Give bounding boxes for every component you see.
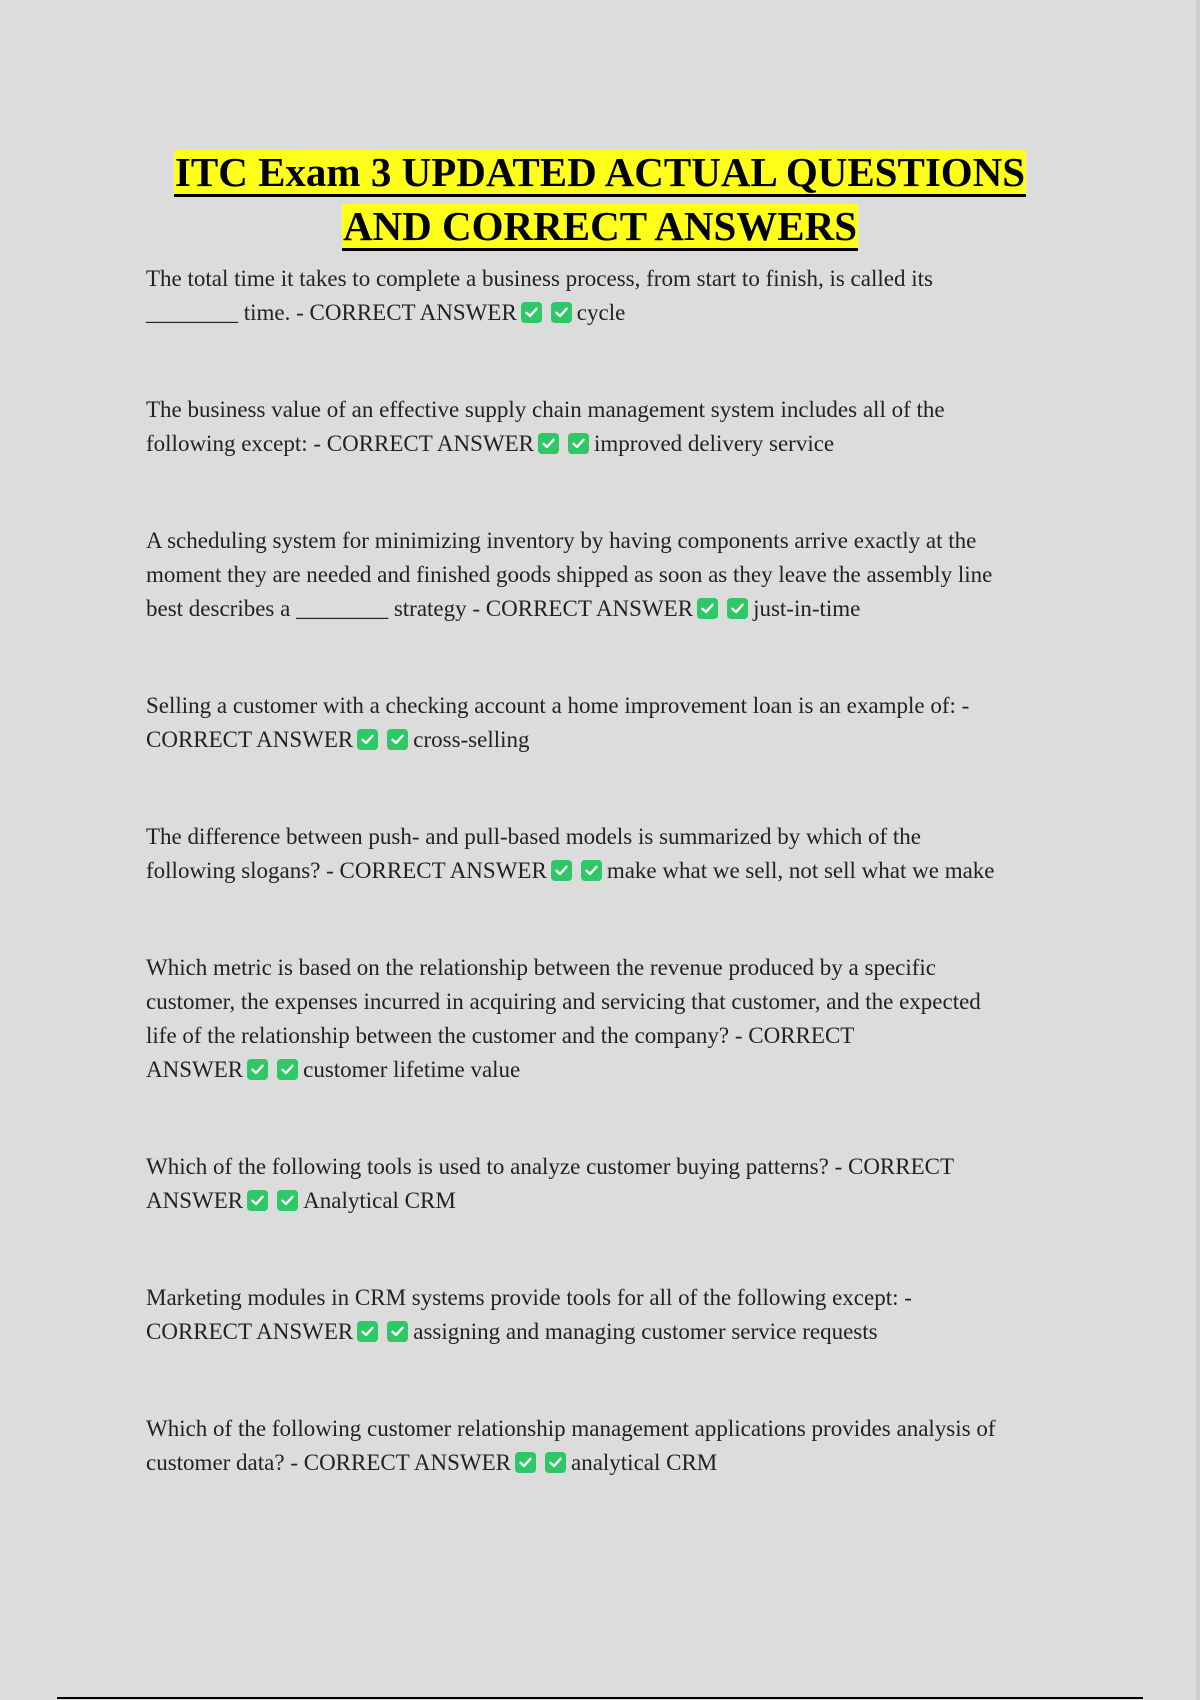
question-line [146, 951, 1056, 985]
checkmark-icon [515, 1452, 536, 1473]
answer-text: cycle [576, 300, 626, 325]
answer-text: analytical CRM [570, 1450, 718, 1475]
question-text: Which of the following tools is used to analyze customer buying patterns? - CORRECT [146, 1154, 955, 1179]
checkmark-icon [247, 1190, 268, 1211]
page-bottom-rule [57, 1697, 1143, 1699]
question-line [146, 1281, 1056, 1315]
question-text: The difference between push- and pull-based models is summarized by which of the [146, 824, 921, 849]
question-line [146, 1412, 1056, 1446]
question-text: life of the relationship between the customer and the company? - CORRECT [146, 1023, 855, 1048]
answer-text: assigning and managing customer service requests [413, 1319, 878, 1344]
checkmark-icon [357, 729, 378, 750]
question-text: moment they are needed and finished goods shipped as soon as they leave the assembly line [146, 562, 993, 587]
qa-item [146, 1281, 1056, 1349]
question-line [146, 262, 1056, 296]
question-line [146, 524, 1056, 558]
answer-text: cross-selling [413, 727, 530, 752]
question-line [146, 1019, 1056, 1053]
page-edge [1196, 0, 1200, 1700]
question-line [146, 1315, 1056, 1349]
question-text: following except: - CORRECT ANSWER [146, 431, 535, 456]
question-text: ANSWER [146, 1188, 244, 1213]
checkmark-icon [357, 1321, 378, 1342]
checkmark-icon [727, 598, 748, 619]
question-line [146, 592, 1056, 626]
checkmark-icon [551, 302, 572, 323]
answer-text: Analytical CRM [303, 1188, 456, 1213]
question-text: best describes a ________ strategy - CORRECT ANSWER [146, 596, 694, 621]
checkmark-icon [387, 729, 408, 750]
question-text: Which metric is based on the relationship between the revenue produced by a specific [146, 955, 937, 980]
question-line [146, 427, 1056, 461]
question-text: following slogans? - CORRECT ANSWER [146, 858, 547, 883]
title-line-1: ITC Exam 3 UPDATED ACTUAL QUESTIONS [174, 149, 1026, 195]
question-text: The total time it takes to complete a business process, from start to finish, is called its [146, 266, 933, 291]
checkmark-icon [581, 860, 602, 881]
qa-item [146, 524, 1056, 626]
question-line [146, 985, 1056, 1019]
answer-text: improved delivery service [594, 431, 835, 456]
question-text: Selling a customer with a checking account a home improvement loan is an example of: - [146, 693, 970, 718]
checkmark-icon [568, 433, 589, 454]
question-text: CORRECT ANSWER [146, 1319, 354, 1344]
page-title [0, 145, 1200, 253]
question-text: Which of the following customer relationship management applications provides analysis of [146, 1416, 996, 1441]
question-line [146, 1446, 1056, 1480]
checkmark-icon [387, 1321, 408, 1342]
question-text: ________ time. - CORRECT ANSWER [146, 300, 517, 325]
title-line-2: AND CORRECT ANSWERS [342, 203, 858, 249]
question-line [146, 723, 1056, 757]
checkmark-icon [545, 1452, 566, 1473]
checkmark-icon [538, 433, 559, 454]
question-text: customer, the expenses incurred in acquiring and servicing that customer, and the expected [146, 989, 981, 1014]
question-text: CORRECT ANSWER [146, 727, 354, 752]
checkmark-icon [247, 1059, 268, 1080]
question-line [146, 296, 1056, 330]
question-line [146, 1150, 1056, 1184]
qa-item [146, 393, 1056, 461]
qa-item [146, 1412, 1056, 1480]
question-text: Marketing modules in CRM systems provide tools for all of the following except: - [146, 1285, 912, 1310]
question-line [146, 689, 1056, 723]
question-line [146, 1053, 1056, 1087]
checkmark-icon [277, 1059, 298, 1080]
answer-text: customer lifetime value [303, 1057, 521, 1082]
qa-item [146, 689, 1056, 757]
question-line [146, 1184, 1056, 1218]
qa-item [146, 820, 1056, 888]
question-line [146, 393, 1056, 427]
checkmark-icon [521, 302, 542, 323]
qa-item [146, 262, 1056, 330]
checkmark-icon [551, 860, 572, 881]
question-text: customer data? - CORRECT ANSWER [146, 1450, 511, 1475]
question-text: The business value of an effective supply chain management system includes all of the [146, 397, 945, 422]
question-line [146, 558, 1056, 592]
question-text: A scheduling system for minimizing inventory by having components arrive exactly at the [146, 528, 977, 553]
answer-text: make what we sell, not sell what we make [606, 858, 995, 883]
qa-item [146, 951, 1056, 1087]
answer-text: just-in-time [753, 596, 861, 621]
checkmark-icon [277, 1190, 298, 1211]
qa-item [146, 1150, 1056, 1218]
question-line [146, 854, 1056, 888]
question-line [146, 820, 1056, 854]
checkmark-icon [697, 598, 718, 619]
question-text: ANSWER [146, 1057, 244, 1082]
qa-list [146, 262, 1056, 1543]
